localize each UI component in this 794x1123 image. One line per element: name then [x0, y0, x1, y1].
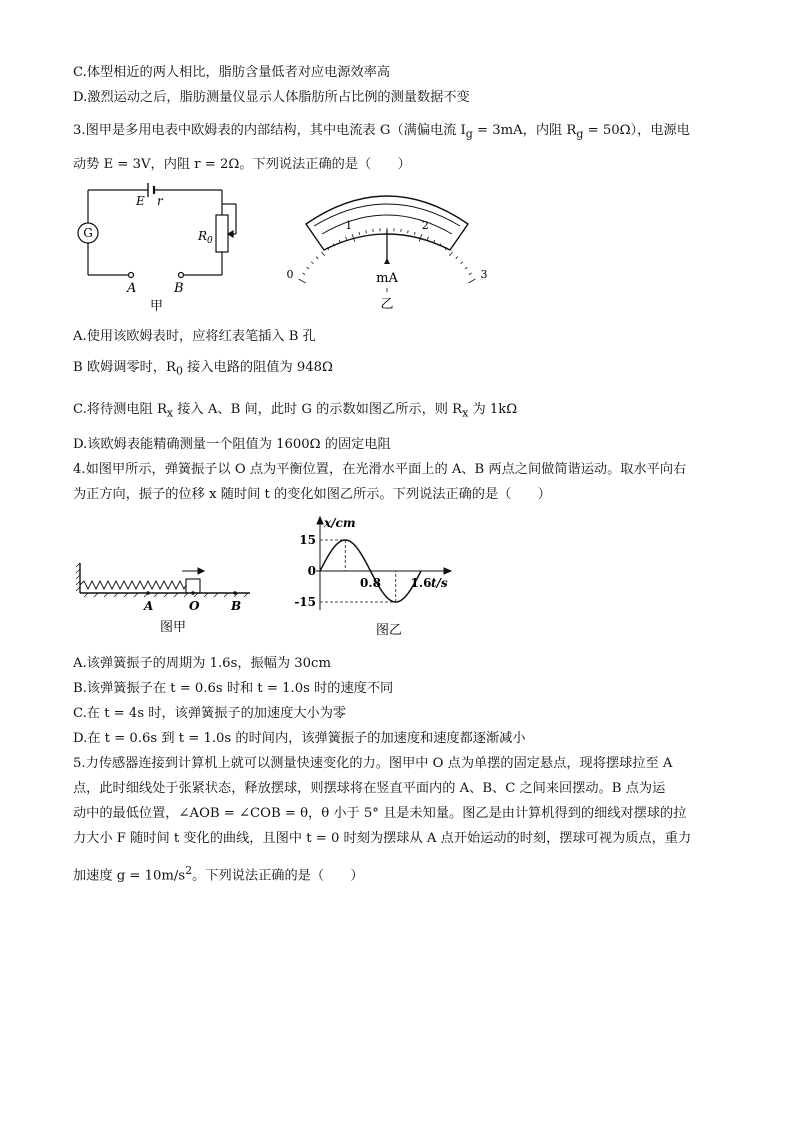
option-b-q3: B 欧姆调零时，$R_0$ 接入电路的阻值为 948Ω — [73, 360, 333, 378]
y-tick-label: 0 — [307, 564, 316, 578]
terminal-a-label: A — [127, 281, 137, 296]
point-o-label: O — [189, 599, 200, 613]
meter-tick — [346, 237, 347, 240]
r0-label: $R_0$ — [198, 229, 213, 246]
question-5-line-3: 动中的最低位置，∠AOB = ∠COB = θ，θ 小于 5° 且是未知量。图乙是由计算机得到的细线对摆球的拉 — [73, 806, 687, 821]
question-5-line-1: 5.力传感器连接到计算机上就可以测量快速变化的力。图甲中 O 点为单摆的固定悬点，现将摆球拉至 A — [73, 756, 673, 771]
xt-graph-axes — [316, 517, 451, 610]
rheostat-icon — [216, 215, 228, 252]
question-5-line-5: 加速度 $g = 10m/s^2$。下列说法正确的是（ ） — [73, 864, 364, 884]
figure-3 — [70, 180, 490, 320]
meter-tick — [316, 257, 318, 259]
option-c-q2: C.体型相近的两人相比，脂肪含量低者对应电源效率高 — [73, 65, 391, 80]
point-a-label: A — [144, 599, 154, 613]
graph-labels — [294, 516, 448, 609]
meter-tick-label: 0 — [286, 268, 294, 281]
meter-tick — [449, 252, 452, 256]
y-tick-label: -15 — [294, 595, 316, 609]
meter-tick — [427, 237, 428, 240]
point-b-label: B — [231, 599, 242, 613]
meter-tick — [469, 273, 471, 275]
meter-unit-label: mA — [376, 271, 398, 286]
option-c-q3: C.将待测电阻 $R_x$ 接入 A、B 间，此时 G 的示数如图乙所示，则 $R_x$ 为 1kΩ — [73, 402, 518, 420]
meter-tick-label: 3 — [480, 268, 488, 281]
option-a-q3: A.使用该欧姆表时，应将红表笔插入 B 孔 — [73, 329, 316, 344]
emf-label: E — [136, 194, 145, 208]
meter-tick — [339, 240, 340, 243]
meter-tick — [321, 252, 324, 256]
option-c-q4: C.在 t = 4s 时，该弹簧振子的加速度大小为零 — [73, 706, 347, 721]
meter-tick — [433, 240, 434, 243]
option-d-q3: D.该欧姆表能精确测量一个阻值为 1600Ω 的固定电阻 — [73, 437, 391, 452]
question-3-line-2: 动势 E = 3V，内阻 r = 2Ω。下列说法正确的是（ ） — [73, 157, 411, 172]
meter-tick — [468, 279, 475, 283]
caption-yi: 乙 — [380, 297, 394, 312]
question-5-line-2: 点，此时细线处于张紧状态，释放摆球，则摆球将在竖直平面内的 A、B、C 之间来回摆动。B 点为运 — [73, 781, 666, 796]
meter-tick — [456, 257, 458, 259]
meter-tick-label: 2 — [421, 218, 429, 232]
meter-tick — [461, 262, 463, 264]
oscillator-block — [186, 579, 200, 593]
meter-needle-tip — [384, 258, 390, 264]
x-tick-label: 1.6 — [410, 576, 432, 590]
meter-tick — [311, 262, 313, 264]
x-tick-label: 0.8 — [360, 576, 381, 590]
option-d-q2: D.激烈运动之后，脂肪测量仪显示人体脂肪所占比例的测量数据不变 — [73, 90, 470, 105]
meter-tick — [302, 273, 304, 275]
y-tick-label: 15 — [299, 533, 316, 547]
x-axis-label: t/s — [431, 576, 448, 590]
spring-oscillator — [76, 563, 250, 597]
meter-tick — [465, 267, 467, 269]
meter-tick — [366, 230, 367, 233]
meter-tick — [359, 232, 360, 235]
x-axis-arrow — [444, 568, 451, 574]
figure-4 — [70, 515, 490, 645]
question-3-line-1: 3.图甲是多用电表中欧姆表的内部结构，其中电流表 G（满偏电流 $I_g = 3mA$，内阻 $R_g = 50\Omega$），电源电 — [73, 123, 690, 141]
meter-tick — [414, 232, 415, 235]
question-4-line-2: 为正方向，振子的位移 x 随时间 t 的变化如图乙所示。下列说法正确的是（ ） — [73, 487, 551, 502]
caption-tu-yi: 图乙 — [376, 623, 403, 638]
spring-coil — [80, 581, 186, 589]
meter-tick — [307, 267, 309, 269]
caption-jia: 甲 — [150, 299, 164, 314]
y-axis-label: x/cm — [324, 516, 356, 530]
caption-tu-jia: 图甲 — [160, 620, 187, 635]
galvanometer-label: G — [83, 226, 93, 240]
meter-tick — [408, 230, 409, 233]
option-d-q4: D.在 t = 0.6s 到 t = 1.0s 的时间内，该弹簧振子的加速度和速度都逐渐减小 — [73, 731, 526, 746]
meter-tick — [299, 279, 306, 283]
y-axis-arrow — [317, 517, 323, 524]
internal-resistance-label: r — [157, 194, 163, 208]
option-a-q4: A.该弹簧振子的周期为 1.6s，振幅为 30cm — [73, 656, 331, 671]
terminal-b-label: B — [174, 281, 184, 296]
option-b-q4: B.该弹簧振子在 t = 0.6s 时和 t = 1.0s 时的速度不同 — [73, 681, 394, 696]
meter-tick-label: 1 — [345, 218, 353, 232]
question-4-line-1: 4.如图甲所示，弹簧振子以 O 点为平衡位置，在光滑水平面上的 A、B 两点之间做简谐运动。取水平向右 — [73, 462, 687, 477]
question-5-line-4: 力大小 F 随时间 t 变化的曲线，且图中 t = 0 时刻为摆球从 A 点开始运动的时刻，摆球可视为质点，重力 — [73, 831, 692, 846]
